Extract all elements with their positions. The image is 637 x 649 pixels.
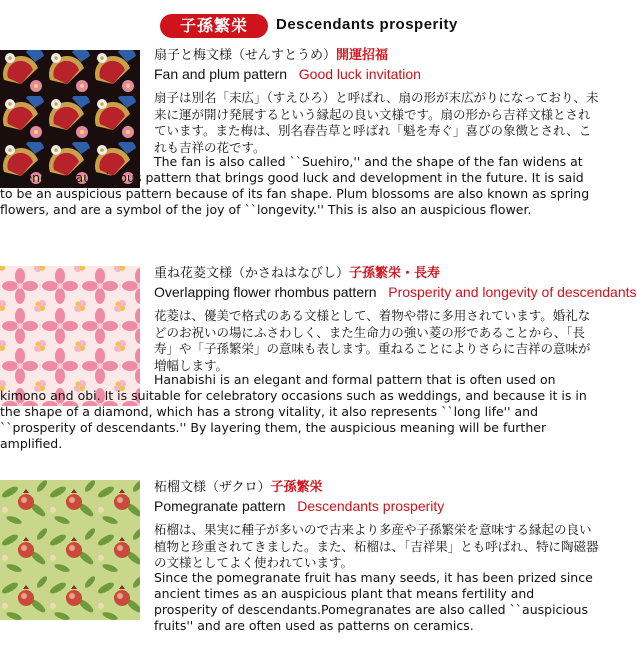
- section-body-jp: 柘榴は、果実に種子が多いので古来より多産や子孫繁栄を意味する縁起の良い植物と珍重されてきました。また、柘榴は、「吉祥果」とも呼ばれ、特に陶磁器の文様としてよく使われています。: [154, 522, 599, 570]
- header-title: Descendants prosperity: [276, 16, 458, 33]
- section-body-jp: 扇子は別名「末広」（すえひろ）と呼ばれ、扇の形が末広がりになっており、未来に運が開け発展するという縁起の良い文様です。扇の形から吉祥文様とされています。また梅は、別名春告草と呼ばれ「魁を寿ぐ」喜びの象徴とされ、これも吉祥の花です。: [154, 90, 599, 155]
- section-body-jp: 花菱は、優美で格式のある文様として、着物や帯に多用されています。婚礼などのお祝いの場にふさわしく、また生命力の強い菱の形であることから、「長寿」や「子孫繁栄」の意味も表します。重ねることによりさらに吉祥の意味が増幅します。: [154, 308, 591, 373]
- section-title-jp: 扇子と梅文様（せんすとうめ）開運招福: [154, 48, 389, 63]
- section-title-en: Overlapping flower rhombus pattern Prosperity and longevity of descendants: [154, 284, 637, 300]
- section-body-en: Hanabishi is an elegant and formal pattern that is often used on kimono and obi. It is suitable for celebratory occasions such as weddings, and because it is in the shape of a diamond, which has a strong vitality, it also represents ``long life'' and ``prosperity of descendants.'' By layering them, the auspicious meaning will be further amplified.: [0, 372, 587, 451]
- section-body-en: The fan is also called ``Suehiro,'' and the shape of the fan widens at the end, an auspicious pattern that brings good luck and development in the future. It is said to be an auspicious pattern because of its fan shape. Plum blossoms are also known as spring flowers, and are a symbol of the joy of ``longevity.'' This is also an auspicious flower.: [0, 154, 590, 217]
- page-header: [0, 14, 600, 40]
- section-title-en: Fan and plum pattern Good luck invitation: [154, 66, 421, 82]
- header-badge: 子孫繁栄: [160, 14, 268, 38]
- section-body-en: Since the pomegranate fruit has many seeds, it has been prized since ancient times as an auspicious plant that means fertility and prosperity of descendants.Pomegranates are also called ``auspicious fruits'' and are often used as patterns on ceramics.: [154, 570, 593, 633]
- section-title-en: Pomegranate pattern Descendants prosperity: [154, 498, 445, 514]
- section-title-jp: 柘榴文様（ザクロ）子孫繁栄: [154, 480, 323, 495]
- section-title-jp: 重ね花菱文様（かさねはなびし）子孫繁栄・長寿: [154, 266, 441, 281]
